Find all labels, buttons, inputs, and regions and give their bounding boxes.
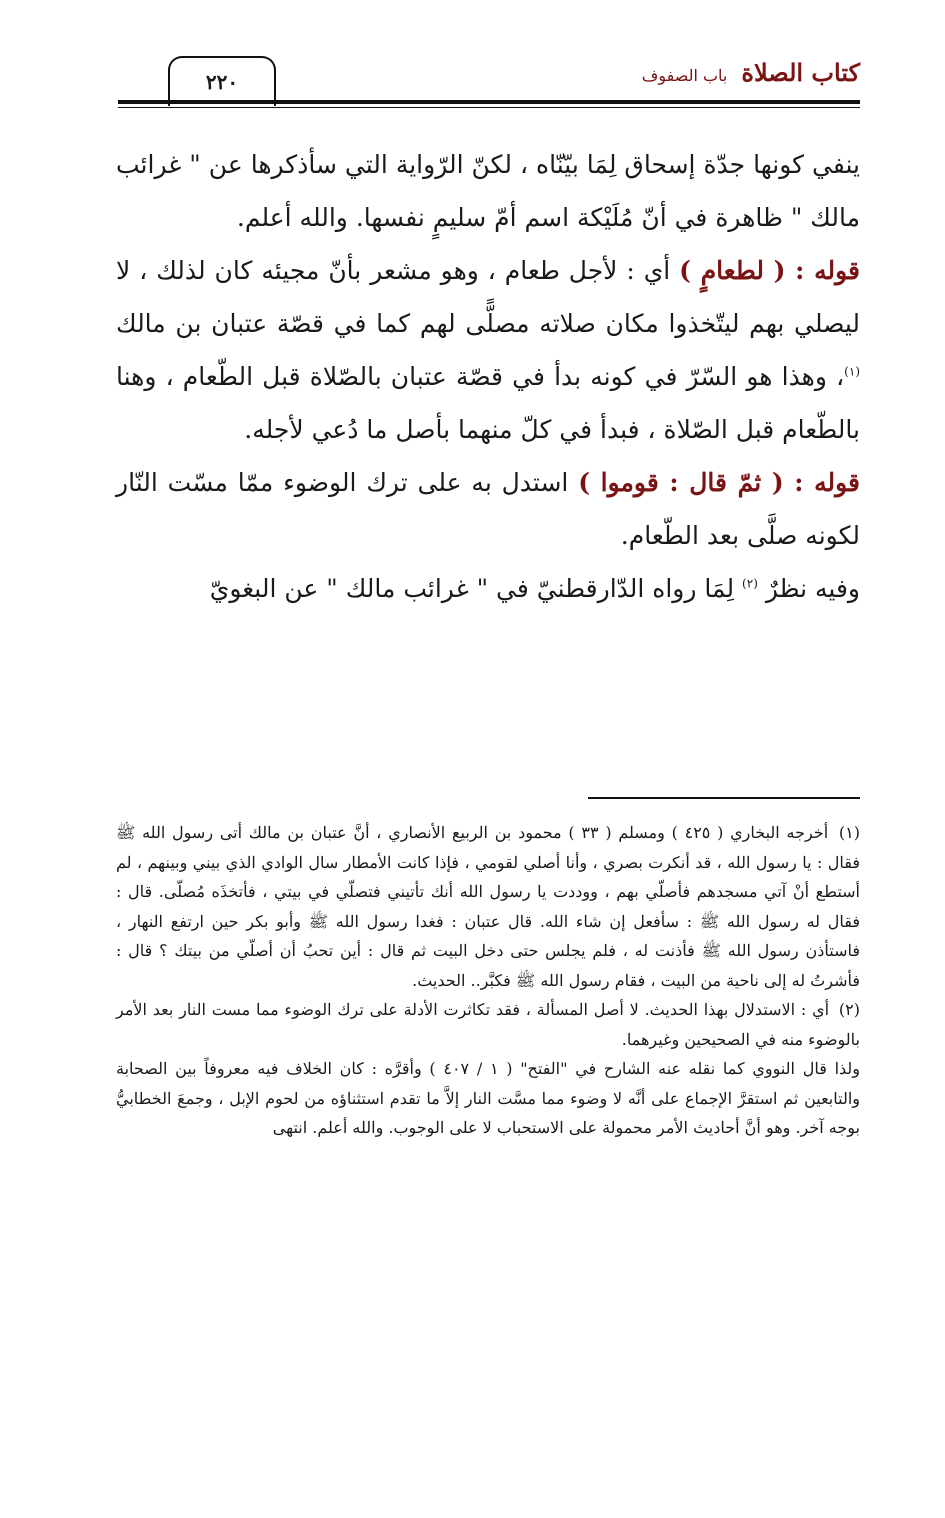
paragraph-2 <box>116 244 860 456</box>
paragraph-2-text-a: أي : لأجل طعام ، وهو مشعر بأنّ مجيئه كان لذلك ، لا ليصلي بهم ليتّخذوا مكان صلاته مصلًّى لهم كما في قصّة عتبان بن مالك <box>116 256 860 338</box>
book-title: كتاب الصلاة <box>741 58 860 87</box>
paragraph-4-text-b: لِمَا رواه الدّارقطنيّ في " غرائب مالك " عن البغويّ <box>209 574 743 603</box>
footnote-2-number: (٢) <box>838 1000 861 1019</box>
page-number: ٢٢٠ <box>205 70 239 94</box>
footnote-1-text: أخرجه البخاري ( ٤٢٥ ) ومسلم ( ٣٣ ) محمود بن الربيع الأنصاري ، أنَّ عتبان بن مالك أتى رسول الله ﷺ فقال : يا رسول الله ، قد أنكرت بصري ، وأنا أصلي لقومي ، فإذا كانت الأمطار سال الوادي الذي بيني وبينهم ، لم أستطع أنْ آتي مسجدهم فأصلّي بهم ، ووددت يا رسول الله أنك تأتيني فتصلّي في بيتي ، فأتخذَه مُصلّى. قال : فقال له رسول الله ﷺ : سأفعل إن شاء الله. قال عتبان : فغدا رسول الله ﷺ وأبو بكر حين ارتفع النهار ، فاستأذن رسول الله ﷺ فأذنت له ، فلم يجلس حتى دخل البيت ثم قال : أين تحبُ أن أصلّي من بيتك ؟ قال : فأشرتُ له إلى ناحية من البيت ، فقام رسول الله ﷺ فكبَّر.. الحديث. <box>116 823 861 990</box>
footnote-ref-2[interactable]: (٢) <box>742 576 758 591</box>
keyword-phrase: قوله : ( ثمّ قال : قوموا ) <box>578 468 860 497</box>
header-rule <box>118 100 860 108</box>
footnotes <box>116 818 860 1143</box>
main-text <box>116 138 860 615</box>
footnote-2-text: أي : الاستدلال بهذا الحديث. لا أصل المسألة ، فقد تكاثرت الأدلة على ترك الوضوء مما مست النار بعد الأمر بالوضوء منه في الصحيحين وغيرهما. <box>116 1000 860 1049</box>
paragraph-3 <box>116 456 860 562</box>
chapter-title: باب الصفوف <box>641 66 728 85</box>
page-number-box <box>168 56 276 106</box>
footnote-ref-1[interactable]: (١) <box>844 364 860 379</box>
paragraph-3-text: استدل به على ترك الوضوء ممّا مسّت النّار لكونه صلَّى بعد الطّعام. <box>116 468 860 550</box>
footnote-2 <box>116 995 860 1054</box>
paragraph-1: ينفي كونها جدّة إسحاق لِمَا بيّنّاه ، لكنّ الرّواية التي سأذكرها عن " غرائب مالك " ظاهرة في أنّ مُلَيْكة اسم أمّ سليمٍ نفسها. والله أعلم. <box>116 150 860 232</box>
footnote-1-number: (١) <box>838 823 860 842</box>
footnote-separator <box>588 797 860 799</box>
footnote-1 <box>116 818 860 995</box>
footnote-2-continuation: ولذا قال النووي كما نقله عنه الشارح في "الفتح" ( ١ / ٤٠٧ ) وأقرَّه : كان الخلاف فيه معروفاً بين الصحابة والتابعين ثم استقرَّ الإجماع على أنَّه لا وضوء مما مسَّت النار إلاَّ ما تقدم استثناؤه من لحوم الإبل ، وجمعَ الخطابيُّ بوجه آخر. وهو أنَّ أحاديث الأمر محمولة على الاستحباب لا على الوجوب. والله أعلم. انتهى <box>116 1059 861 1137</box>
paragraph-4 <box>116 562 860 615</box>
header-title-group <box>642 58 860 87</box>
paragraph-2-text-b: ، وهذا هو السّرّ في كونه بدأ في قصّة عتبان بالصّلاة قبل الطّعام ، وهنا بالطّعام قبل الصّلاة ، فبدأ في كلّ منهما بأصل ما دُعي لأجله. <box>116 362 860 444</box>
paragraph-4-text-a: وفيه نظرٌ <box>757 574 860 603</box>
page-header <box>118 40 860 110</box>
keyword-phrase: قوله : ( لطعامٍ ) <box>679 256 860 285</box>
